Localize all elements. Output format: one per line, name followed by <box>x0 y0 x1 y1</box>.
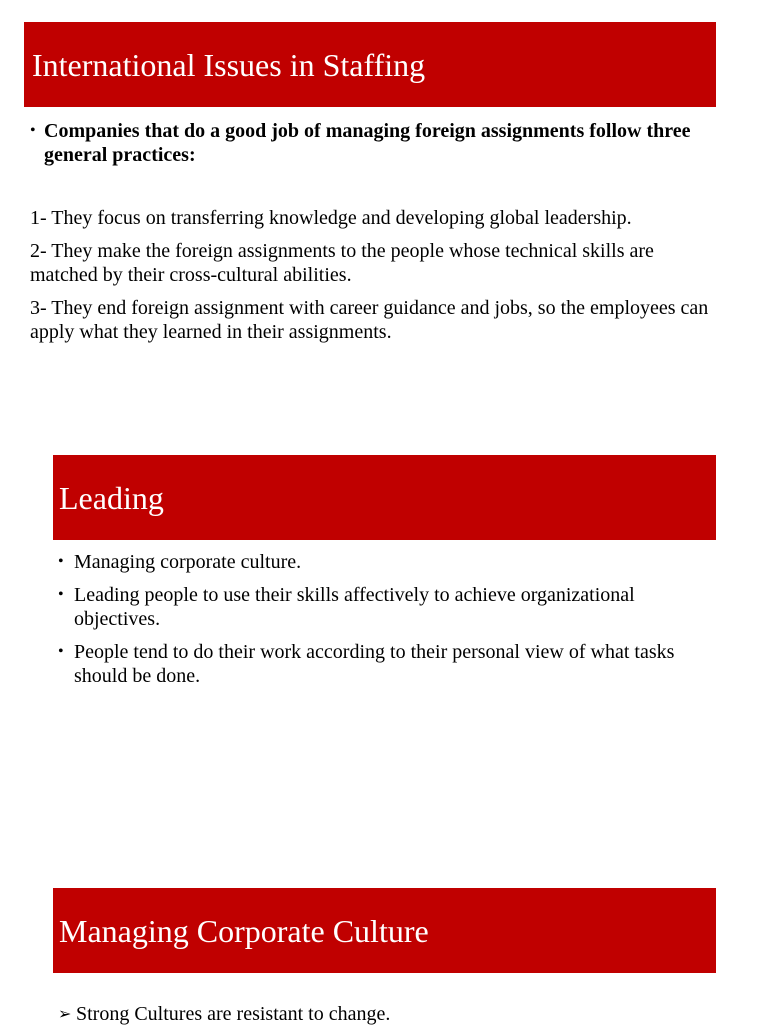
list-item-text: Leading people to use their skills affectively to achieve organizational objectives. <box>74 584 635 630</box>
intro-bullet <box>30 119 710 167</box>
slide-title-bar <box>53 888 716 973</box>
slide-title: International Issues in Staffing <box>32 46 426 83</box>
bullet-list <box>58 1002 718 1026</box>
slide-title: Leading <box>59 479 164 516</box>
list-item-text: Strong Cultures are resistant to change. <box>76 1003 391 1025</box>
slide-international-staffing <box>0 0 768 420</box>
practices-list <box>30 206 720 344</box>
slide-leading <box>0 430 768 860</box>
practice-item: 3- They end foreign assignment with career guidance and jobs, so the employees can apply what they learned in their assignments. <box>30 297 709 343</box>
list-item <box>58 583 718 631</box>
slide-title-bar <box>53 455 716 540</box>
list-item <box>58 1002 718 1026</box>
list-item-text: Managing corporate culture. <box>74 551 302 573</box>
practice-item: 2- They make the foreign assignments to the people whose technical skills are matched by their cross-cultural abilities. <box>30 240 654 286</box>
bullet-icon: • <box>58 643 64 660</box>
intro-bullet-text: Companies that do a good job of managing foreign assignments follow three general practices: <box>44 120 691 166</box>
bullet-list <box>58 550 718 688</box>
bullet-icon: • <box>58 553 64 570</box>
list-item-text: People tend to do their work according to their personal view of what tasks should be done. <box>74 641 675 687</box>
list-item <box>58 550 718 574</box>
arrow-bullet-icon: ➢ <box>58 1004 72 1023</box>
slide-managing-corporate-culture <box>0 860 768 1024</box>
bullet-icon: • <box>58 586 64 603</box>
list-item <box>58 640 718 688</box>
practice-item: 1- They focus on transferring knowledge and developing global leadership. <box>30 207 632 229</box>
slide-title-bar <box>24 22 716 107</box>
slide-title: Managing Corporate Culture <box>59 912 429 949</box>
bullet-icon: • <box>30 122 36 139</box>
